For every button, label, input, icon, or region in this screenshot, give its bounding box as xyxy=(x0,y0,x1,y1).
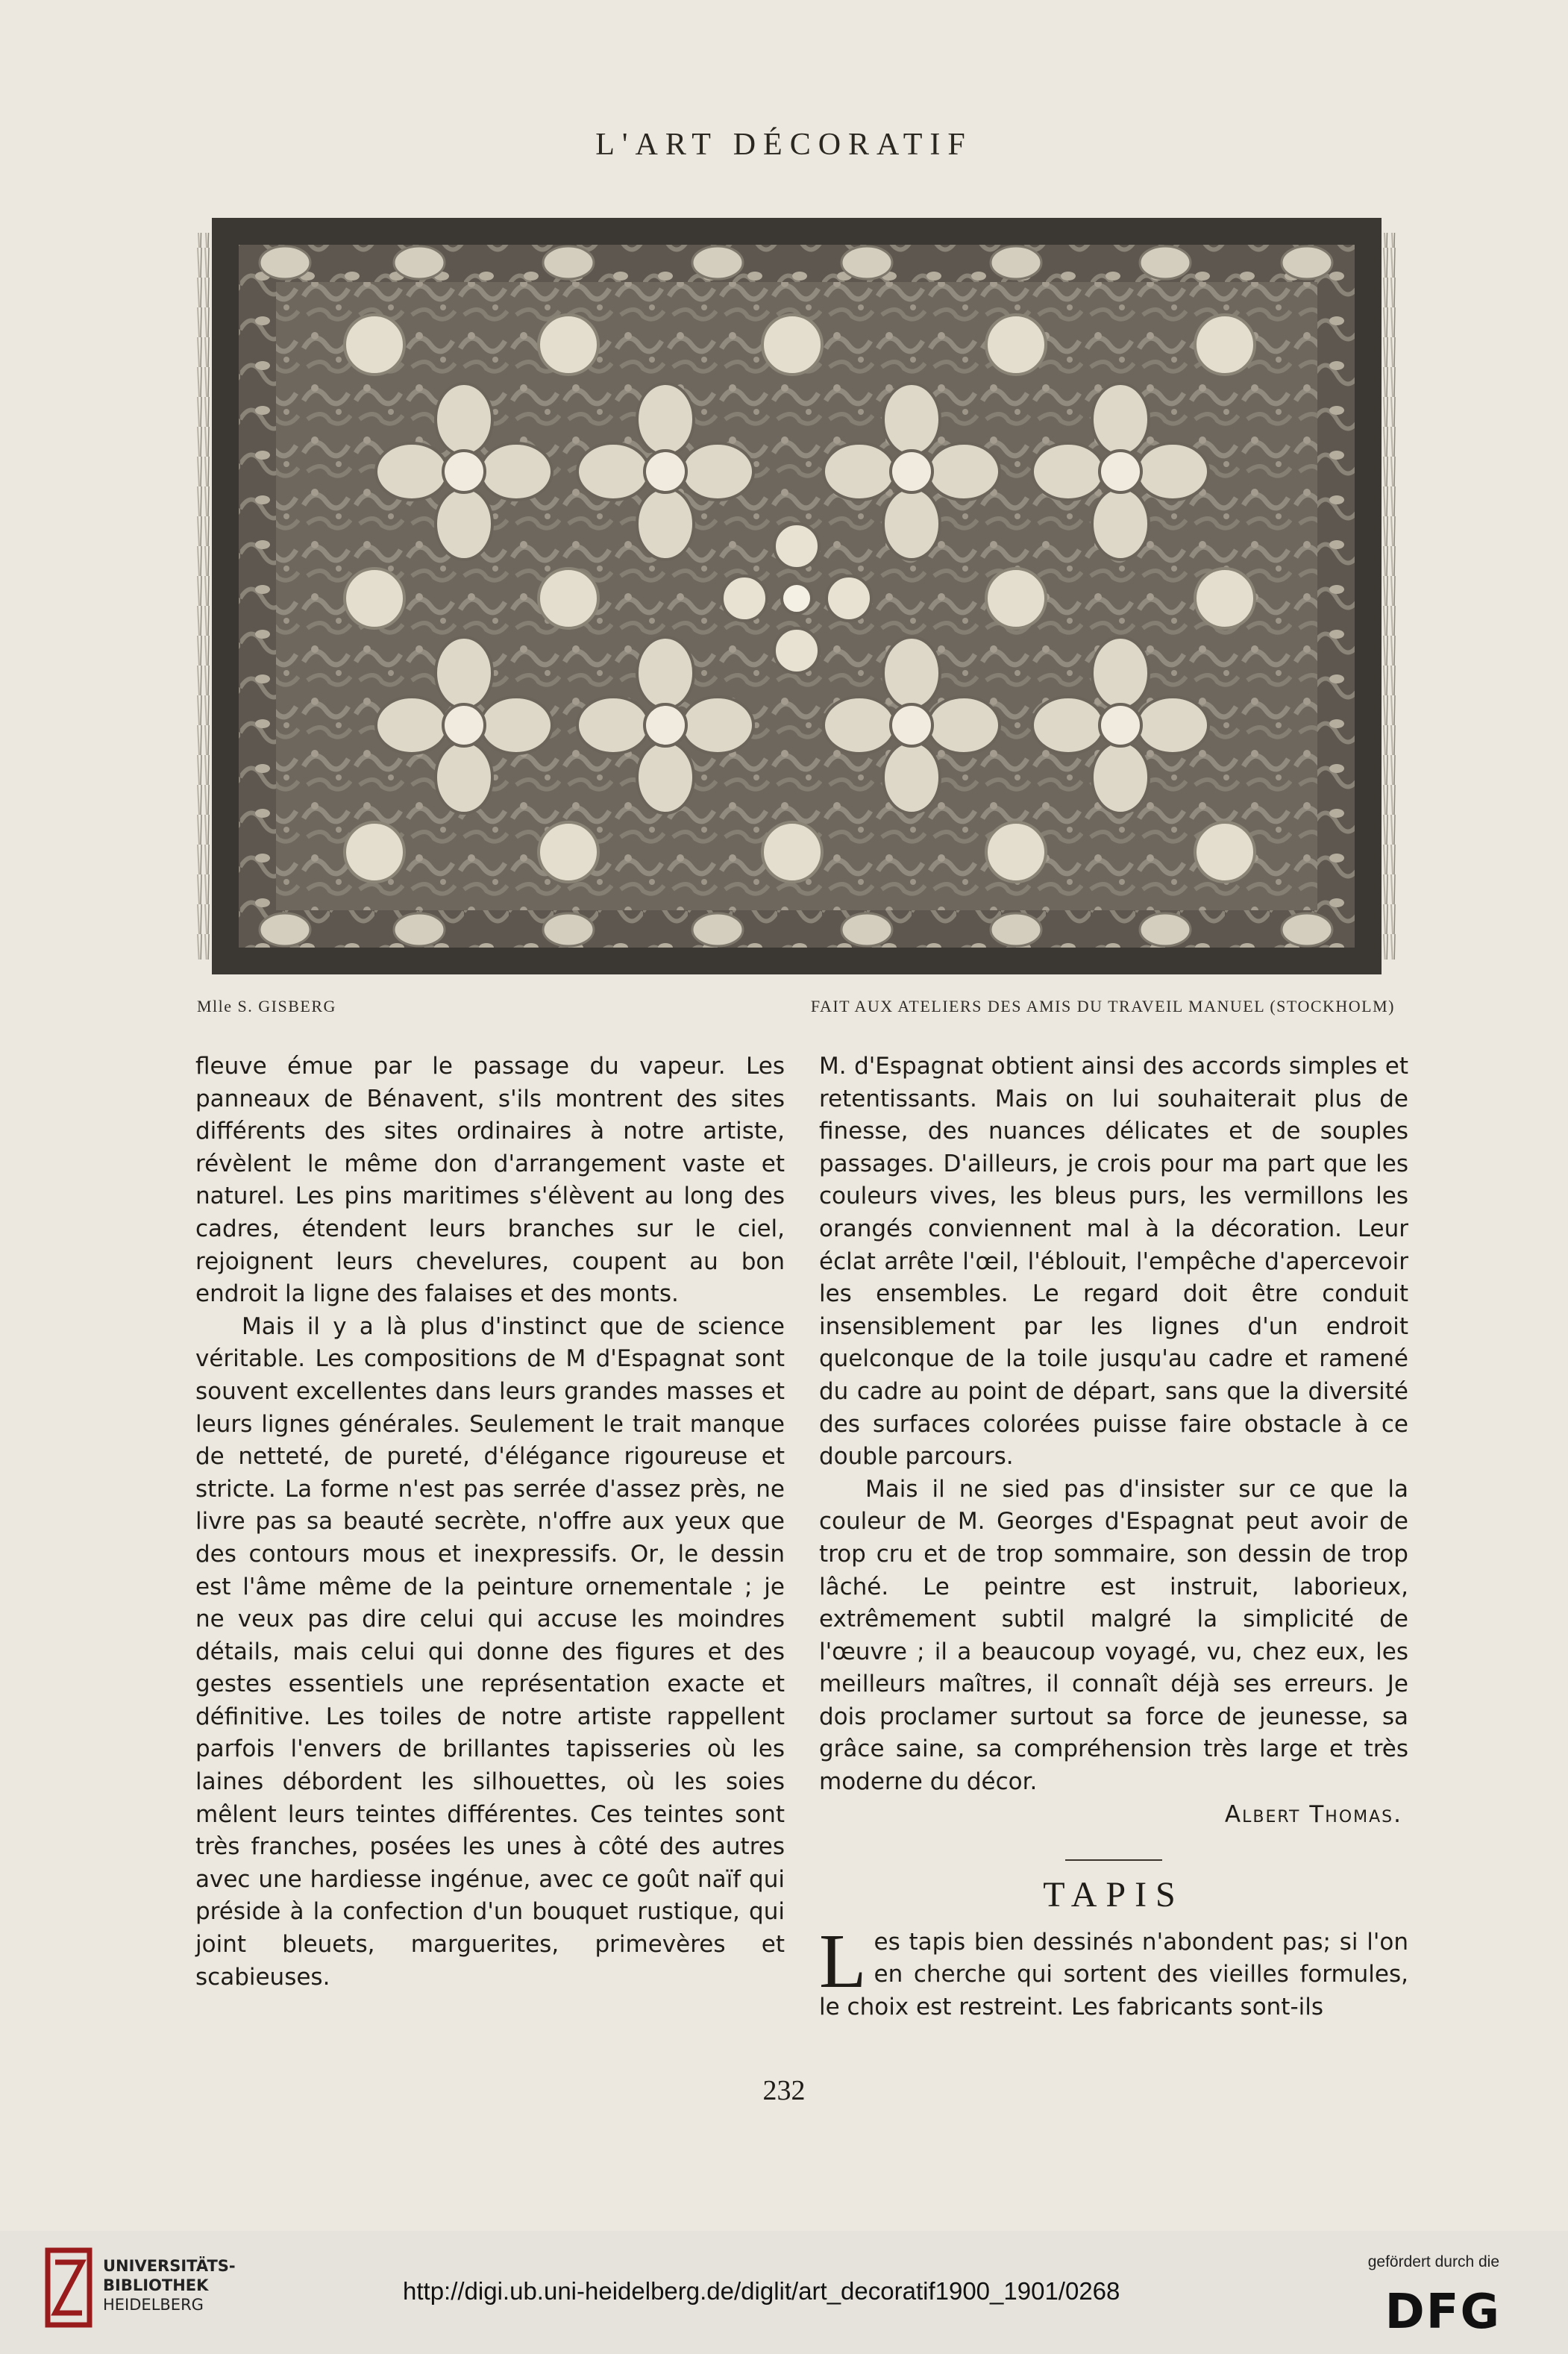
tapis-text: es tapis bien dessinés n'abondent pas; si l'on en cherche qui sortent des vieilles formules, le choix est restreint. Les fabricants sont-ils xyxy=(819,1928,1408,2021)
paragraph: M. d'Espagnat obtient ainsi des accords simples et retentissants. Mais on lui souhaiterait plus de finesse, des nuances délicates et de souples passages. D'ailleurs, je crois pour ma part que les couleurs vives, les bleus purs, les vermillons les orangés conviennent mal à la décoration. Leur éclat arrête l'œil, l'éblouit, l'empêche d'apercevoir les ensembles. Le regard doit être conduit insensiblement par les lignes d'un endroit quelconque de la toile jusqu'au cadre et ramené du cadre au point de départ, sans que la diversité des surfaces colorées puisse faire obstacle à ce double parcours. xyxy=(819,1053,1408,1471)
section-divider xyxy=(1065,1859,1162,1861)
illustration-credit-maker: FAIT AUX ATELIERS DES AMIS DU TRAVEIL MANUEL (STOCKHOLM) xyxy=(810,997,1395,1015)
running-title: L'ART DÉCORATIF xyxy=(595,128,973,162)
text-column-left xyxy=(195,1051,785,1994)
illustration-credit-artist: Mlle S. GISBERG xyxy=(197,997,336,1015)
dfg-logo: DFG xyxy=(1384,2285,1501,2340)
author-signature: Albert Thomas. xyxy=(1224,1800,1402,1828)
page-number: 232 xyxy=(762,2075,806,2106)
institution-name xyxy=(103,2256,236,2314)
tapis-paragraph xyxy=(819,1918,1408,2024)
institution-line: HEIDELBERG xyxy=(103,2296,204,2314)
institution-line: BIBLIOTHEK xyxy=(103,2276,209,2294)
carpet-illustration xyxy=(195,218,1398,974)
university-library-logo xyxy=(45,2247,92,2328)
text-column-right xyxy=(819,1051,1408,2024)
digitization-footer xyxy=(0,2231,1568,2354)
section-title: TAPIS xyxy=(1043,1875,1185,1915)
institution-line: UNIVERSITÄTS- xyxy=(103,2257,236,2275)
paragraph: Mais il y a là plus d'instinct que de science véritable. Les compositions de M d'Espagnat sont souvent excellentes dans leurs grandes masses et leurs lignes générales. Seulement le trait manque de netteté, de pureté, d'élégance rigoureuse et stricte. La forme n'est pas serrée d'assez près, ne livre pas sa beauté secrète, n'offre aux yeux que des contours mous et inexpressifs. Or, le dessin est l'âme même de la peinture ornementale ; je ne veux pas dire celui qui accuse les moindres détails, mais celui qui donne des figures et des gestes essentiels une représentation exacte et définitive. Les toiles de notre artiste rappellent parfois l'envers de brillantes tapisseries où les laines débordent les silhouettes, où les soies mêlent leurs teintes différentes. Ces teintes sont très franches, posées les unes à côté des autres avec une hardiesse ingénue, avec ce goût naïf qui préside à la confection d'un bouquet rustique, qui joint bleuets, marguerites, primevères et scabieuses. xyxy=(195,1312,785,1991)
drop-cap: L xyxy=(819,1918,867,2004)
permalink-url[interactable]: http://digi.ub.uni-heidelberg.de/diglit/art_decoratif1900_1901/0268 xyxy=(403,2277,1120,2305)
paragraph: Mais il ne sied pas d'insister sur ce que la couleur de M. Georges d'Espagnat peut avoir de trop cru et de trop sommaire, son dessin de trop lâché. Le peintre est instruit, laborieux, extrêmement subtil malgré la simplicité de l'œuvre ; il a beaucoup voyagé, vu, chez eux, les meilleurs maîtres, il connaît déjà ses erreurs. Je dois proclamer surtout sa force de jeunesse, sa grâce saine, sa compréhension très large et très moderne du décor. xyxy=(819,1475,1408,1796)
funding-label: gefördert durch die xyxy=(1367,2253,1499,2270)
paragraph: fleuve émue par le passage du vapeur. Les panneaux de Bénavent, s'ils montrent des sites différents des sites ordinaires à notre artiste, révèlent le même don d'arrangement vaste et naturel. Les pins maritimes s'élèvent au long des cadres, étendent leurs branches sur le ciel, rejoignent leurs chevelures, coupent au bon endroit la ligne des falaises et des monts. xyxy=(195,1053,785,1308)
